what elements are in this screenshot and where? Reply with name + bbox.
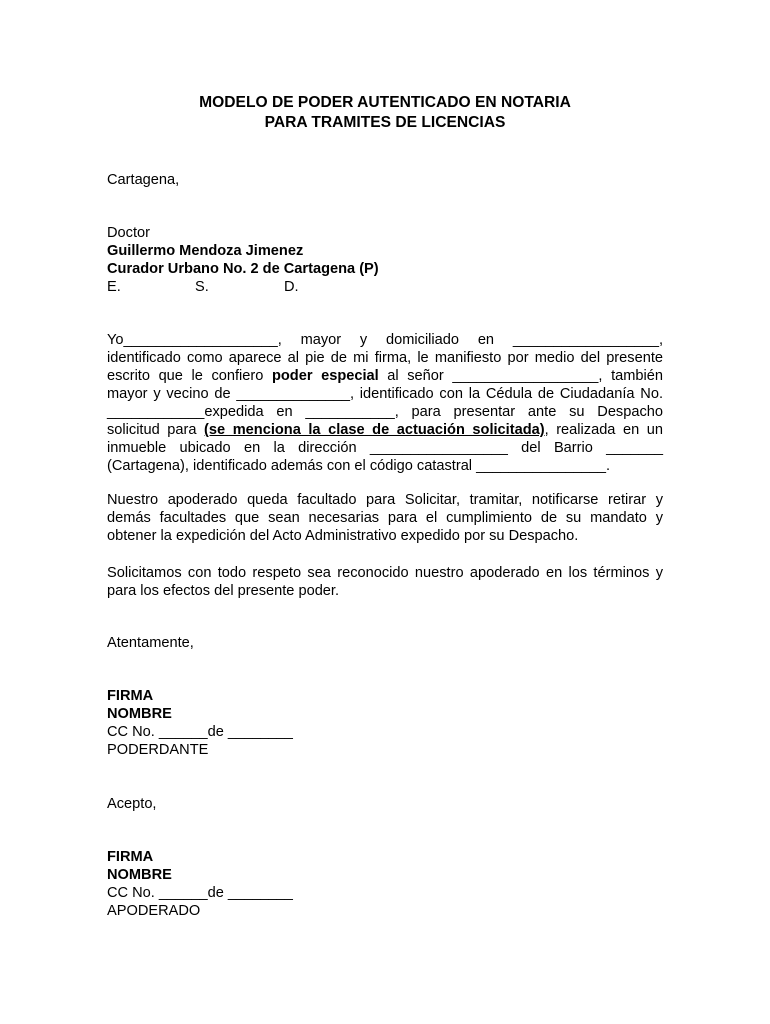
closing-line bbox=[107, 634, 663, 652]
p2-line-3: obtener la expedición del Acto Administrativo expedido por su Despacho. bbox=[107, 528, 579, 544]
p3-line-1: Solicitamos con todo respeto sea reconocido nuestro apoderado en los términos y bbox=[107, 565, 663, 581]
place-text: Cartagena, bbox=[107, 172, 180, 188]
p1-line-3-c: al señor __________________, también bbox=[378, 368, 663, 384]
paragraph-1 bbox=[107, 331, 663, 475]
signature-block-2 bbox=[107, 848, 663, 920]
p1-line-6 bbox=[107, 421, 663, 439]
recipient-esd bbox=[107, 278, 663, 296]
p1-line-3-a: escrito que le confiero bbox=[107, 368, 272, 384]
sig2-nombre: NOMBRE bbox=[107, 867, 172, 883]
p1-poder-especial: poder especial bbox=[271, 368, 379, 384]
p1-line-6-c: , realizada en un bbox=[544, 422, 663, 438]
paragraph-2 bbox=[107, 491, 663, 545]
p1-actuacion: (se menciona la clase de actuación solicitada) bbox=[204, 422, 545, 438]
p3-line-2: para los efectos del presente poder. bbox=[107, 583, 340, 599]
title-line-1: MODELO DE PODER AUTENTICADO EN NOTARIA bbox=[199, 94, 571, 111]
p1-line-7: inmueble ubicado en la dirección _________________ del Barrio _______ bbox=[107, 440, 663, 456]
accept-line bbox=[107, 795, 663, 813]
p1-line-2: identificado como aparece al pie de mi firma, le manifiesto por medio del presente bbox=[107, 350, 663, 366]
recipient-salutation: Doctor bbox=[107, 225, 150, 241]
title-line-2: PARA TRAMITES DE LICENCIAS bbox=[264, 114, 506, 131]
sig2-role: APODERADO bbox=[107, 903, 201, 919]
p2-line-2: demás facultades que sean necesarias para el cumplimiento de su mandato y bbox=[107, 510, 663, 526]
esd-e: E. bbox=[107, 279, 121, 295]
closing-text: Atentamente, bbox=[107, 635, 194, 651]
sig1-nombre: NOMBRE bbox=[107, 706, 172, 722]
esd-d: D. bbox=[284, 279, 299, 295]
esd-s: S. bbox=[195, 279, 209, 295]
place-line bbox=[107, 171, 663, 189]
paragraph-3 bbox=[107, 564, 663, 600]
recipient-block bbox=[107, 224, 663, 296]
p1-line-6-a: solicitud para bbox=[107, 422, 205, 438]
document-title bbox=[107, 93, 663, 133]
sig2-cc: CC No. ______de ________ bbox=[107, 885, 293, 901]
accept-text: Acepto, bbox=[107, 796, 157, 812]
signature-block-1 bbox=[107, 687, 663, 759]
recipient-name: Guillermo Mendoza Jimenez bbox=[107, 243, 304, 259]
sig1-firma: FIRMA bbox=[107, 688, 154, 704]
recipient-role: Curador Urbano No. 2 de Cartagena (P) bbox=[107, 261, 379, 277]
p1-line-8: (Cartagena), identificado además con el código catastral ________________. bbox=[107, 458, 611, 474]
p2-line-1: Nuestro apoderado queda facultado para Solicitar, tramitar, notificarse retirar y bbox=[107, 492, 663, 508]
p1-line-4: mayor y vecino de ______________, identificado con la Cédula de Ciudadanía No. bbox=[107, 386, 663, 402]
sig1-role: PODERDANTE bbox=[107, 742, 209, 758]
sig2-firma: FIRMA bbox=[107, 849, 154, 865]
p1-line-1: Yo___________________, mayor y domiciliado en __________________, bbox=[107, 332, 663, 348]
p1-line-3 bbox=[107, 367, 663, 385]
p1-line-5: ____________expedida en ___________, para presentar ante su Despacho bbox=[107, 404, 663, 420]
sig1-cc: CC No. ______de ________ bbox=[107, 724, 293, 740]
